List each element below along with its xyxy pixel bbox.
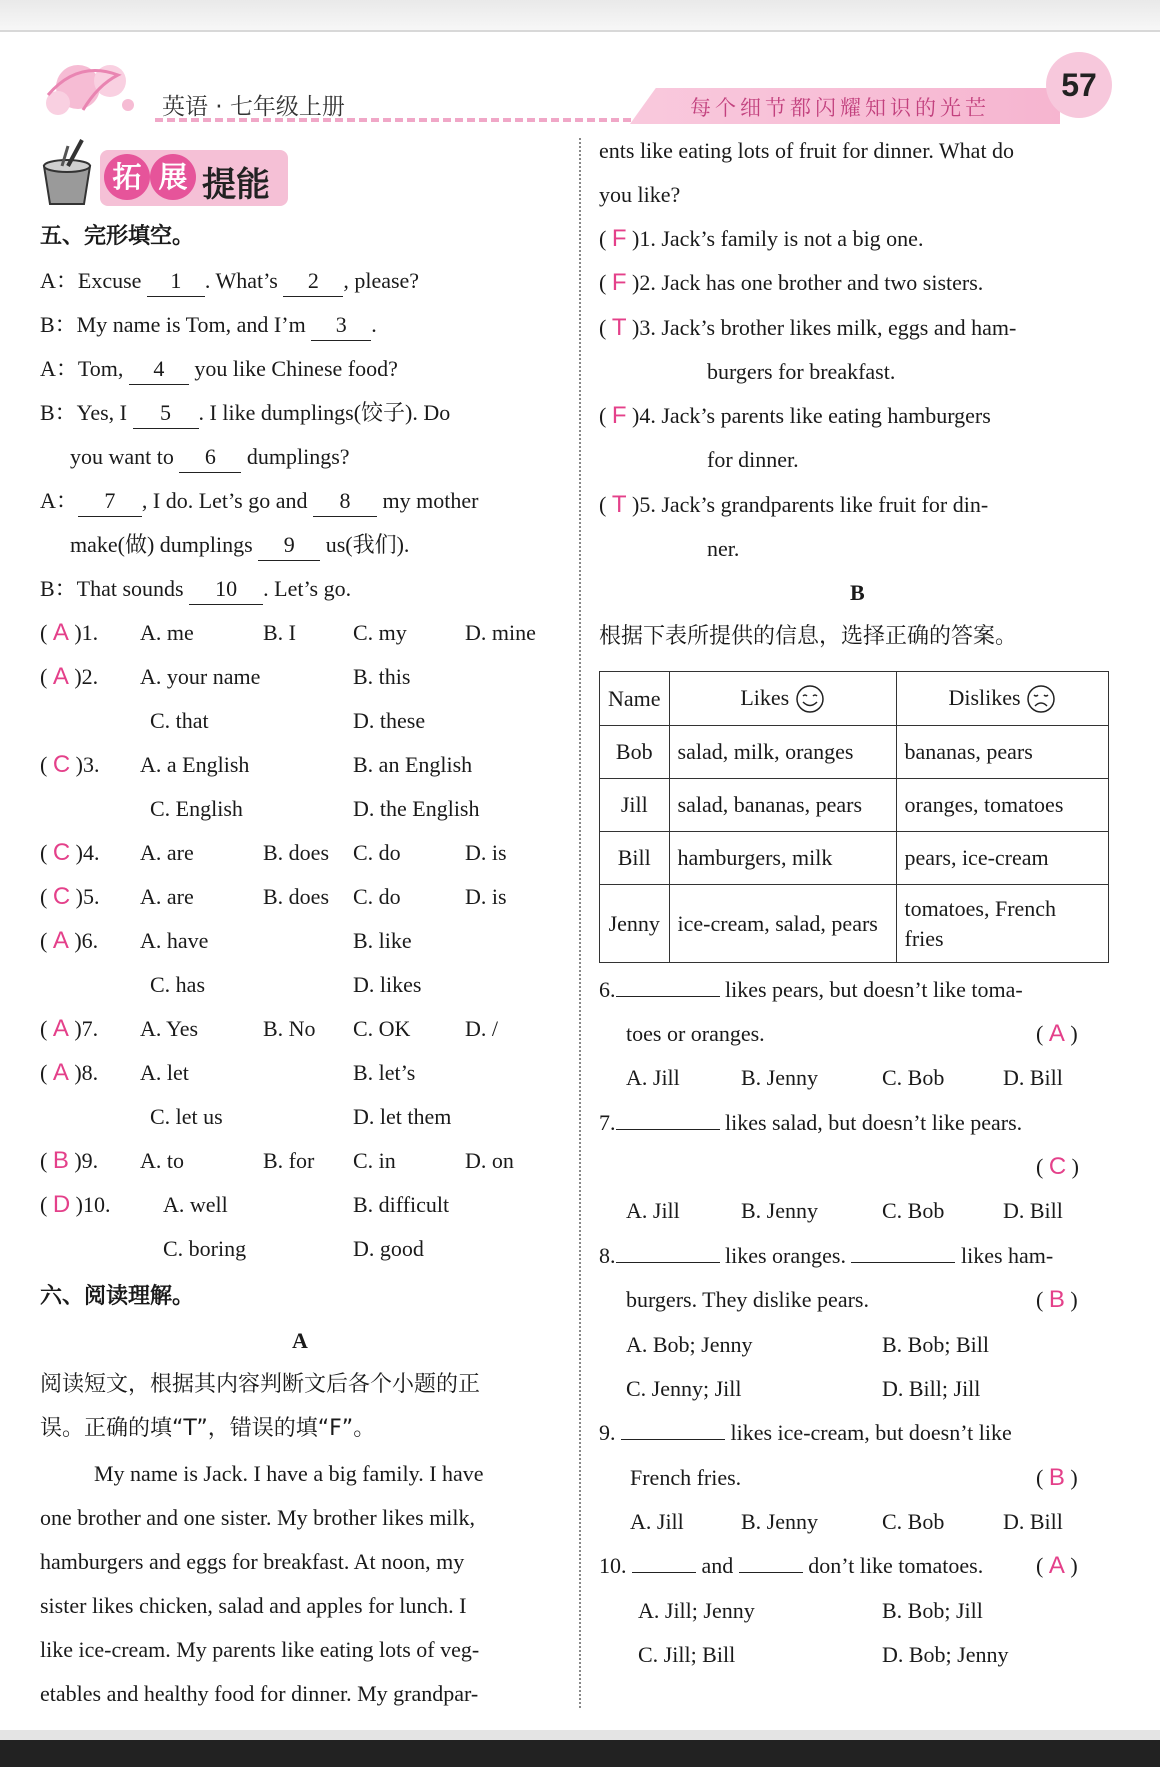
- option-b: B. Jenny: [741, 1509, 818, 1534]
- dialogue-line-6: [40, 486, 478, 517]
- table-cell: Jill: [600, 779, 670, 832]
- answer: A: [52, 1059, 69, 1086]
- table-header-name: Name: [600, 672, 670, 726]
- table-cell: Bill: [600, 832, 670, 885]
- answer: F: [611, 225, 627, 252]
- dialogue-text: you like Chinese food?: [188, 356, 398, 381]
- answer: A: [1048, 1020, 1065, 1047]
- option-a: A. Jill: [630, 1509, 684, 1534]
- instructions-b: 根据下表所提供的信息，选择正确的答案。: [599, 624, 1018, 649]
- passage-line-4: sister likes chicken, salad and apples for lunch. I: [40, 1593, 467, 1618]
- answer: A: [52, 927, 69, 954]
- tf-q1: ( F )1. Jack’s family is not a big one.: [599, 225, 924, 252]
- option-c: C. Bob: [882, 1065, 945, 1090]
- table-header-likes: [669, 672, 896, 726]
- passage-line-6: etables and healthy food for dinner. My grandpar-: [40, 1681, 479, 1706]
- table-header-dislikes: [896, 672, 1108, 726]
- answer-blank: [616, 1262, 720, 1263]
- option-a: A. Jill: [626, 1065, 680, 1090]
- dialogue-text: B：That sounds: [40, 576, 190, 601]
- answer: F: [611, 402, 627, 429]
- dislikes-label: Dislikes: [948, 684, 1021, 710]
- table-row: [600, 779, 1109, 832]
- table-cell: Bob: [600, 726, 670, 779]
- viewer-bottom-bar: [0, 1740, 1160, 1767]
- answer: F: [611, 269, 627, 296]
- mc-q9-line1: [599, 1418, 1012, 1448]
- option-b: B. does: [263, 884, 329, 909]
- dialogue-text: . Let’s go.: [263, 576, 352, 601]
- answer: T: [611, 314, 627, 341]
- option-a: A. to: [140, 1148, 184, 1173]
- mc-q8-line1: [599, 1241, 1053, 1271]
- tf-q4: ( F )4. Jack’s parents like eating hamburgers: [599, 402, 991, 429]
- option-d: D. let them: [353, 1104, 452, 1129]
- option-c: C. Bob: [882, 1509, 945, 1534]
- option-b: B. let’s: [353, 1060, 416, 1085]
- part5-heading: 五、完形填空。: [40, 224, 195, 249]
- option-c: C. Bob: [882, 1198, 945, 1223]
- answer: C: [52, 883, 71, 910]
- option-b: B. Bob; Jill: [882, 1598, 983, 1623]
- option-a: A. let: [140, 1060, 189, 1085]
- option-a: A. Jill; Jenny: [638, 1598, 755, 1623]
- option-d: D. Bill: [1003, 1065, 1063, 1090]
- mc-text: likes pears, but doesn’t like toma-: [725, 977, 1023, 1002]
- answer: A: [52, 1015, 69, 1042]
- table-cell: tomatoes, French fries: [896, 885, 1108, 963]
- table-cell: oranges, tomatoes: [896, 779, 1108, 832]
- section-a-label: A: [292, 1328, 308, 1353]
- answer: B: [52, 1147, 69, 1174]
- page-number: 57: [1046, 52, 1112, 118]
- mc-text: likes oranges.: [725, 1243, 846, 1268]
- blank-6: 6: [179, 442, 241, 473]
- section-b-label: B: [850, 580, 865, 605]
- option-a: A. me: [140, 620, 194, 645]
- passage-line-5: like ice-cream. My parents like eating lots of veg-: [40, 1637, 480, 1662]
- option-a: A. are: [140, 840, 194, 865]
- dialogue-text: .: [371, 312, 377, 337]
- q-number: 9.: [81, 1148, 99, 1173]
- answer-blank: [739, 1572, 803, 1573]
- dialogue-line-7: [70, 530, 409, 561]
- dialogue-text: A：Tom,: [40, 356, 129, 381]
- tf-q3-cont: burgers for breakfast.: [707, 359, 896, 384]
- instructions-a-2: 误。正确的填“T”，错误的填“F”。: [40, 1416, 376, 1441]
- option-c: C. Jill; Bill: [638, 1642, 736, 1667]
- q-number: 4.: [83, 840, 100, 865]
- table-cell: bananas, pears: [896, 726, 1108, 779]
- viewer-top-bar: [0, 0, 1160, 30]
- section-logo-text: 提能: [202, 165, 270, 205]
- table-cell: salad, milk, oranges: [669, 726, 896, 779]
- part6-heading: 六、阅读理解。: [40, 1284, 195, 1309]
- answer: A: [52, 663, 69, 690]
- cloze-q9: ( B )9.: [40, 1147, 99, 1174]
- dialogue-line-1: [40, 266, 419, 297]
- option-a: A. Yes: [140, 1016, 199, 1041]
- blank-4: 4: [129, 354, 189, 385]
- tf-text: 4. Jack’s parents like eating hamburgers: [639, 403, 991, 428]
- column-divider: [579, 138, 581, 1708]
- cloze-q7: ( A )7.: [40, 1015, 99, 1042]
- answer: D: [52, 1191, 71, 1218]
- mc-q6-line1: [599, 975, 1023, 1005]
- option-b: B. No: [263, 1016, 316, 1041]
- option-b: B. I: [263, 620, 296, 645]
- option-a: A. have: [140, 928, 209, 953]
- option-c: C. my: [353, 620, 407, 645]
- mc-q10-line1: [599, 1551, 983, 1581]
- answer: B: [1048, 1286, 1065, 1313]
- cloze-q6: ( A )6.: [40, 927, 99, 954]
- option-d: D. likes: [353, 972, 422, 997]
- table-cell: hamburgers, milk: [669, 832, 896, 885]
- q-number: 5.: [83, 884, 100, 909]
- answer-blank: [632, 1572, 696, 1573]
- instructions-a-1: 阅读短文，根据其内容判断文后各个小题的正: [40, 1372, 481, 1397]
- table-row: [600, 726, 1109, 779]
- blank-5: 5: [133, 398, 199, 429]
- tf-q2: ( F )2. Jack has one brother and two sisters.: [599, 269, 984, 296]
- cloze-q8: ( A )8.: [40, 1059, 99, 1086]
- option-c: C. in: [353, 1148, 396, 1173]
- tf-text: 5. Jack’s grandparents like fruit for din-: [639, 492, 989, 517]
- blank-7: 7: [78, 486, 142, 517]
- blank-8: 8: [313, 486, 377, 517]
- option-a: A. are: [140, 884, 194, 909]
- q-number: 9.: [599, 1420, 616, 1445]
- cloze-q1: ( A )1.: [40, 619, 99, 646]
- tf-q5-cont: ner.: [707, 536, 740, 561]
- option-d: D. mine: [465, 620, 536, 645]
- blank-9: 9: [258, 530, 320, 561]
- tf-q5: ( T )5. Jack’s grandparents like fruit for din-: [599, 491, 989, 518]
- q-number: 6.: [599, 977, 616, 1002]
- cloze-q10: ( D )10.: [40, 1191, 111, 1218]
- tf-text: 2. Jack has one brother and two sisters.: [639, 270, 984, 295]
- mc-text: likes ice-cream, but doesn’t like: [730, 1420, 1012, 1445]
- passage-line-2: one brother and one sister. My brother likes milk,: [40, 1505, 476, 1530]
- dialogue-text: , I do. Let’s go and: [141, 488, 313, 513]
- option-a: A. well: [163, 1192, 228, 1217]
- dialogue-text: you want to: [70, 444, 180, 469]
- mc-text: likes salad, but doesn’t like pears.: [725, 1110, 1023, 1135]
- dialogue-line-5: [70, 442, 350, 473]
- option-c: C. OK: [353, 1016, 411, 1041]
- passage-line-3: hamburgers and eggs for breakfast. At noon, my: [40, 1549, 465, 1574]
- dialogue-line-2: [40, 310, 377, 341]
- option-c: C. boring: [163, 1236, 247, 1261]
- table-cell: salad, bananas, pears: [669, 779, 896, 832]
- tf-q3: ( T )3. Jack’s brother likes milk, eggs and ham-: [599, 314, 1017, 341]
- table-cell: ice-cream, salad, pears: [669, 885, 896, 963]
- q-number: 10.: [83, 1192, 111, 1217]
- answer-blank: [851, 1262, 955, 1263]
- answer: C: [1048, 1153, 1067, 1180]
- q-number: 10.: [599, 1553, 627, 1578]
- option-d: D. the English: [353, 796, 480, 821]
- passage-line-1: My name is Jack. I have a big family. I have: [94, 1461, 484, 1486]
- flower-decoration-icon: [38, 55, 148, 125]
- section-logo-char1: 拓: [104, 154, 150, 200]
- tf-text: 1. Jack’s family is not a big one.: [639, 226, 924, 251]
- q-number: 8.: [81, 1060, 99, 1085]
- mc-q9-line2: French fries.: [630, 1465, 742, 1490]
- option-c: C. do: [353, 884, 401, 909]
- bucket-icon: [38, 138, 96, 206]
- option-d: D. /: [465, 1016, 498, 1041]
- mc-q6-answer: ( A ): [1036, 1020, 1078, 1047]
- dialogue-line-4: [40, 398, 450, 429]
- info-table: [599, 671, 1109, 963]
- option-d: D. Bill: [1003, 1509, 1063, 1534]
- viewer-top-edge: [0, 30, 1160, 32]
- table-cell: pears, ice-cream: [896, 832, 1108, 885]
- option-c: C. that: [150, 708, 209, 733]
- dialogue-text: , please?: [343, 268, 420, 293]
- dialogue-text: my mother: [376, 488, 479, 513]
- section-logo-char2: 展: [150, 154, 196, 200]
- dialogue-text: dumplings?: [241, 444, 350, 469]
- likes-label: Likes: [740, 684, 790, 710]
- option-a: A. Bob; Jenny: [626, 1332, 753, 1357]
- table-row: [600, 885, 1109, 963]
- option-d: D. is: [465, 884, 507, 909]
- q-number: 8.: [599, 1243, 616, 1268]
- mc-q8-answer: ( B ): [1036, 1286, 1078, 1313]
- dialogue-line-8: [40, 574, 351, 605]
- passage-line-7: ents like eating lots of fruit for dinner. What do: [599, 138, 1015, 163]
- answer: T: [611, 491, 627, 518]
- dialogue-text: make(做) dumplings: [70, 532, 259, 557]
- option-d: D. Bob; Jenny: [882, 1642, 1009, 1667]
- option-b: B. does: [263, 840, 329, 865]
- mc-q9-answer: ( B ): [1036, 1464, 1078, 1491]
- dialogue-text: us(我们).: [320, 532, 410, 557]
- answer-blank: [621, 1439, 725, 1440]
- dialogue-text: B：My name is Tom, and I’m: [40, 312, 312, 337]
- q-number: 7.: [81, 1016, 99, 1041]
- answer: A: [52, 619, 69, 646]
- mc-q7-answer: ( C ): [1036, 1153, 1079, 1180]
- option-d: D. good: [353, 1236, 424, 1261]
- answer: A: [1048, 1552, 1065, 1579]
- option-c: C. English: [150, 796, 243, 821]
- q-number: 6.: [81, 928, 99, 953]
- option-b: B. this: [353, 664, 411, 689]
- tf-q4-cont: for dinner.: [707, 447, 799, 472]
- answer: C: [52, 839, 71, 866]
- mc-text: likes ham-: [960, 1243, 1054, 1268]
- option-c: C. do: [353, 840, 401, 865]
- option-b: B. like: [353, 928, 412, 953]
- header-motto: 每个细节都闪耀知识的光芒: [690, 96, 990, 120]
- option-d: D. Bill; Jill: [882, 1376, 981, 1401]
- cloze-q3: ( C )3.: [40, 751, 100, 778]
- table-header-row: [600, 672, 1109, 726]
- blank-10: 10: [189, 574, 263, 605]
- dialogue-text: A：Excuse: [40, 268, 147, 293]
- option-a: A. your name: [140, 664, 261, 689]
- cloze-q2: ( A )2.: [40, 663, 99, 690]
- option-c: C. Jenny; Jill: [626, 1376, 742, 1401]
- passage-line-8: you like?: [599, 182, 681, 207]
- option-b: B. Jenny: [741, 1198, 818, 1223]
- blank-3: 3: [311, 310, 371, 341]
- option-c: C. has: [150, 972, 205, 997]
- option-d: D. is: [465, 840, 507, 865]
- tf-text: 3. Jack’s brother likes milk, eggs and ham-: [639, 315, 1017, 340]
- blank-1: 1: [147, 266, 205, 297]
- frown-face-icon: [1026, 684, 1056, 714]
- dialogue-text: A：: [40, 488, 78, 513]
- answer-blank: [616, 1129, 720, 1130]
- table-row: [600, 832, 1109, 885]
- option-b: B. for: [263, 1148, 315, 1173]
- mc-text: and: [701, 1553, 734, 1578]
- blank-2: 2: [283, 266, 343, 297]
- option-a: A. a English: [140, 752, 250, 777]
- q-number: 2.: [81, 664, 99, 689]
- answer: B: [1048, 1464, 1065, 1491]
- option-d: D. Bill: [1003, 1198, 1063, 1223]
- option-d: D. these: [353, 708, 426, 733]
- book-title: 英语 · 七年级上册: [162, 94, 345, 120]
- q-number: 1.: [81, 620, 99, 645]
- dialogue-text: B：Yes, I: [40, 400, 133, 425]
- header-dashed-rule: [155, 118, 655, 122]
- cloze-q5: ( C )5.: [40, 883, 100, 910]
- option-b: B. Bob; Bill: [882, 1332, 989, 1357]
- mc-q10-answer: ( A ): [1036, 1552, 1078, 1579]
- option-d: D. on: [465, 1148, 514, 1173]
- option-b: B. an English: [353, 752, 473, 777]
- option-c: C. let us: [150, 1104, 223, 1129]
- q-number: 7.: [599, 1110, 616, 1135]
- viewer-bottom-edge: [0, 1730, 1160, 1740]
- dialogue-line-3: [40, 354, 398, 385]
- table-cell: Jenny: [600, 885, 670, 963]
- mc-text: don’t like tomatoes.: [808, 1553, 984, 1578]
- q-number: 3.: [83, 752, 100, 777]
- cloze-q4: ( C )4.: [40, 839, 100, 866]
- option-a: A. Jill: [626, 1198, 680, 1223]
- answer-blank: [616, 996, 720, 997]
- mc-q6-line2: toes or oranges.: [626, 1021, 765, 1046]
- dialogue-text: . I like dumplings(饺子). Do: [198, 400, 451, 425]
- answer: C: [52, 751, 71, 778]
- dialogue-text: . What’s: [204, 268, 284, 293]
- option-b: B. difficult: [353, 1192, 450, 1217]
- option-b: B. Jenny: [741, 1065, 818, 1090]
- mc-q8-line2: burgers. They dislike pears.: [626, 1287, 869, 1312]
- smile-face-icon: [795, 684, 825, 714]
- mc-q7-line1: [599, 1108, 1022, 1138]
